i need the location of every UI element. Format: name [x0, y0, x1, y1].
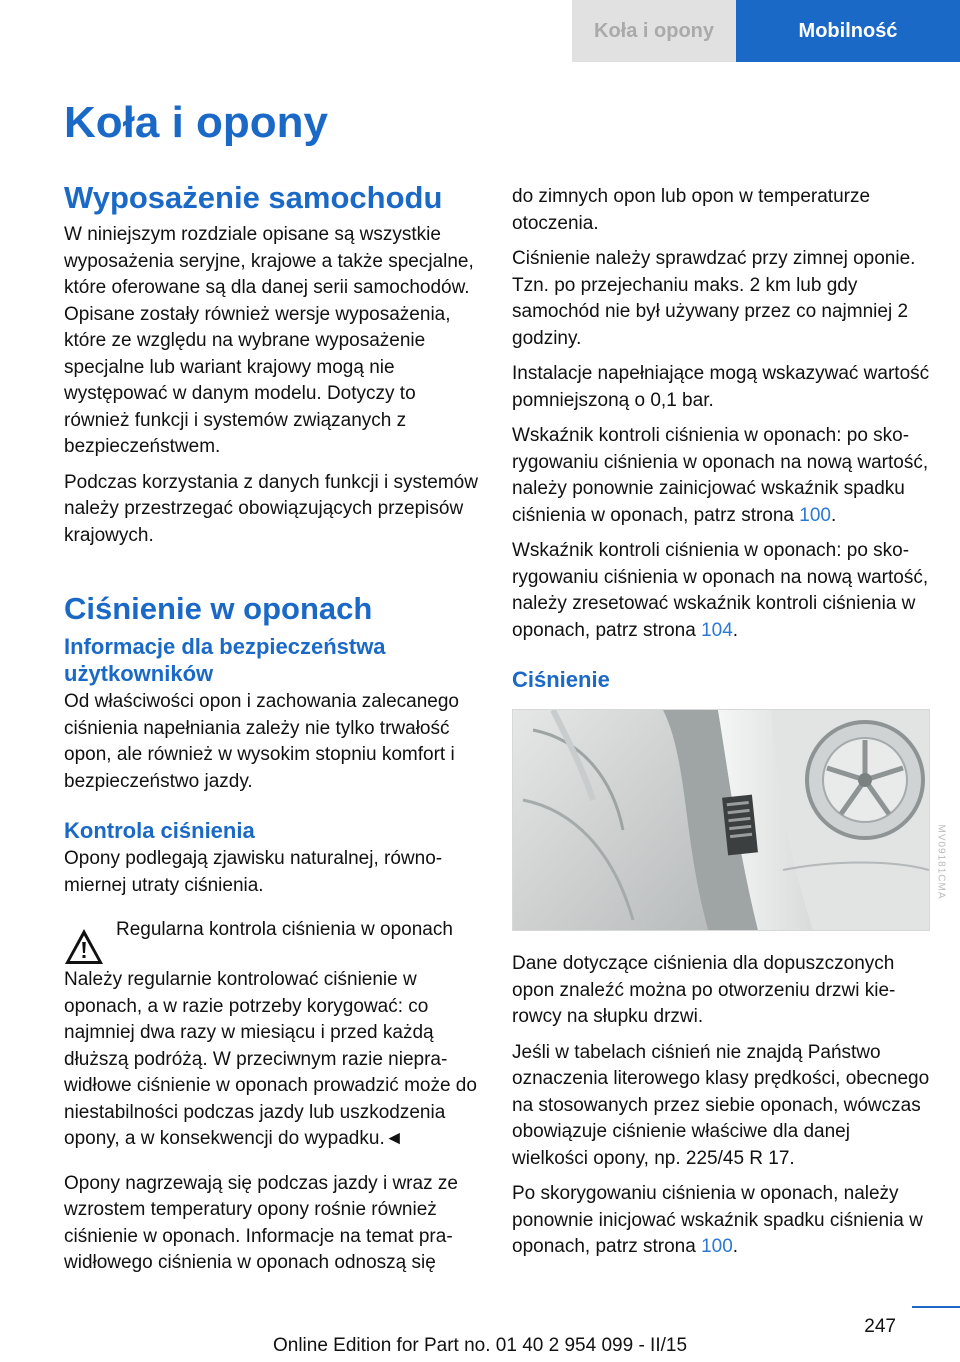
page-number: 247: [864, 1316, 896, 1337]
heading-pressure: Ciśnienie: [512, 667, 610, 692]
page-header: [572, 0, 960, 62]
footer-rule: [912, 1306, 960, 1308]
page-link-100[interactable]: 100: [799, 504, 831, 526]
left-column: [64, 180, 478, 1286]
active-chapter-tab[interactable]: Mobilność: [736, 0, 960, 62]
warning-triangle-icon: [64, 927, 104, 967]
section-tab[interactable]: Koła i opony: [572, 0, 736, 62]
paragraph-equipment-1: W niniejszym rozdziale opisane są wszystkie wyposażenia seryjne, krajowe a także specjalne, które oferowane są dla danej serii samochodów. Opisane zostały również wersje wyposażenia, które ze względu na wybrane wyposażenie specjalne lub wariant krajowy mogą nie występować w danym modelu. Dotyczy to również funkcji i systemów związanych z bezpieczeństwem.: [64, 224, 474, 457]
paragraph-indicator-reset: Wskaźnik kontroli ciśnienia w oponach: po skorygowaniu ciśnienia w oponach na nową wartość, należy zresetować wskaźnik kontroli ciśnienia w oponach, patrz strona 104.: [512, 540, 929, 641]
paragraph-heat: Opony nagrzewają się podczas jazdy i wraz ze wzrostem temperatury opony rośnie również ciśnienie w oponach. Informacje na temat prawidłowego ciśnienia w oponach odnoszą się: [64, 1172, 458, 1273]
page-link-104[interactable]: 104: [701, 619, 733, 641]
paragraph-pressure-check: Opony podlegają zjawisku naturalnej, równomiernej utraty ciśnienia.: [64, 848, 443, 896]
warning-box: [64, 917, 478, 967]
paragraph-after-correction: Po skorygowaniu ciśnienia w oponach, należy ponownie inicjować wskaźnik spadku ciśnienia w oponach, patrz strona 100.: [512, 1183, 923, 1257]
heading-equipment: Wyposażenie samochodu: [64, 180, 443, 215]
warning-title: Regularna kontrola ciśnienia w oponach: [116, 919, 453, 940]
paragraph-equipment-2: Podczas korzystania z danych funkcji i systemów należy przestrzegać obowiązujących przepisów krajowych.: [64, 471, 478, 546]
heading-safety-info: Informacje dla bezpieczeństwa użytkowników: [64, 634, 386, 686]
right-column: [512, 184, 930, 1270]
paragraph-pressure-data: Dane dotyczące ciśnienia dla dopuszczonych opon znaleźć można po otworzeniu drzwi kierowcy na słupku drzwi.: [512, 953, 896, 1027]
page-link-100-b[interactable]: 100: [701, 1236, 733, 1257]
car-door-pillar-image: [513, 710, 929, 930]
paragraph-pressure-tables: Jeśli w tabelach ciśnień nie znajdą Państwo oznaczenia literowego klasy prędkości, obecnego na stosowanych przez siebie oponach, wówczas obowiązuje ciśnienie właściwe dla danej wielkości opony, np. 225/45 R 17.: [512, 1041, 930, 1169]
chapter-title: Koła i opony: [64, 98, 328, 147]
figure-code: MV09181CMA: [935, 824, 947, 900]
paragraph-safety: Od właściwości opon i zachowania zalecanego ciśnienia napełniania zależy nie tylko trwałość opon, ale również w wysokim stopniu komfort i bezpieczeństwo jazdy.: [64, 691, 460, 792]
paragraph-cold-tire: Ciśnienie należy sprawdzać przy zimnej oponie. Tzn. po przejechaniu maks. 2 km lub gdy samochód nie był używany przez co najmniej 2 godziny.: [512, 248, 916, 349]
paragraph-indicator-init: Wskaźnik kontroli ciśnienia w oponach: po skorygowaniu ciśnienia w oponach na nową wartość, należy ponownie zainicjować wskaźnik spadku ciśnienia w oponach, patrz strona 100.: [512, 425, 929, 526]
heading-pressure-check: Kontrola ciśnienia: [64, 818, 255, 843]
warning-text: Należy regularnie kontrolować ciśnienie w oponach, a w razie potrzeby korygować: co najmniej dwa razy w miesiącu i przed każdą dłuższą podróżą. W przeciwnym razie nieprawidłowe ciśnienie w oponach prowadzić może do niestabilności podczas jazdy lub uszkodzenia opony, a w konsekwencji do wypadku.◄: [64, 969, 477, 1149]
edition-line: Online Edition for Part no. 01 40 2 954 099 - II/15: [272, 1335, 688, 1356]
heading-tire-pressure: Ciśnienie w oponach: [64, 591, 373, 626]
door-pillar-illustration: [512, 709, 930, 931]
paragraph-continued: do zimnych opon lub opon w temperaturze otoczenia.: [512, 186, 871, 234]
paragraph-filling-devices: Instalacje napełniające mogą wskazywać wartość pomniejszoną o 0,1 bar.: [512, 363, 930, 411]
